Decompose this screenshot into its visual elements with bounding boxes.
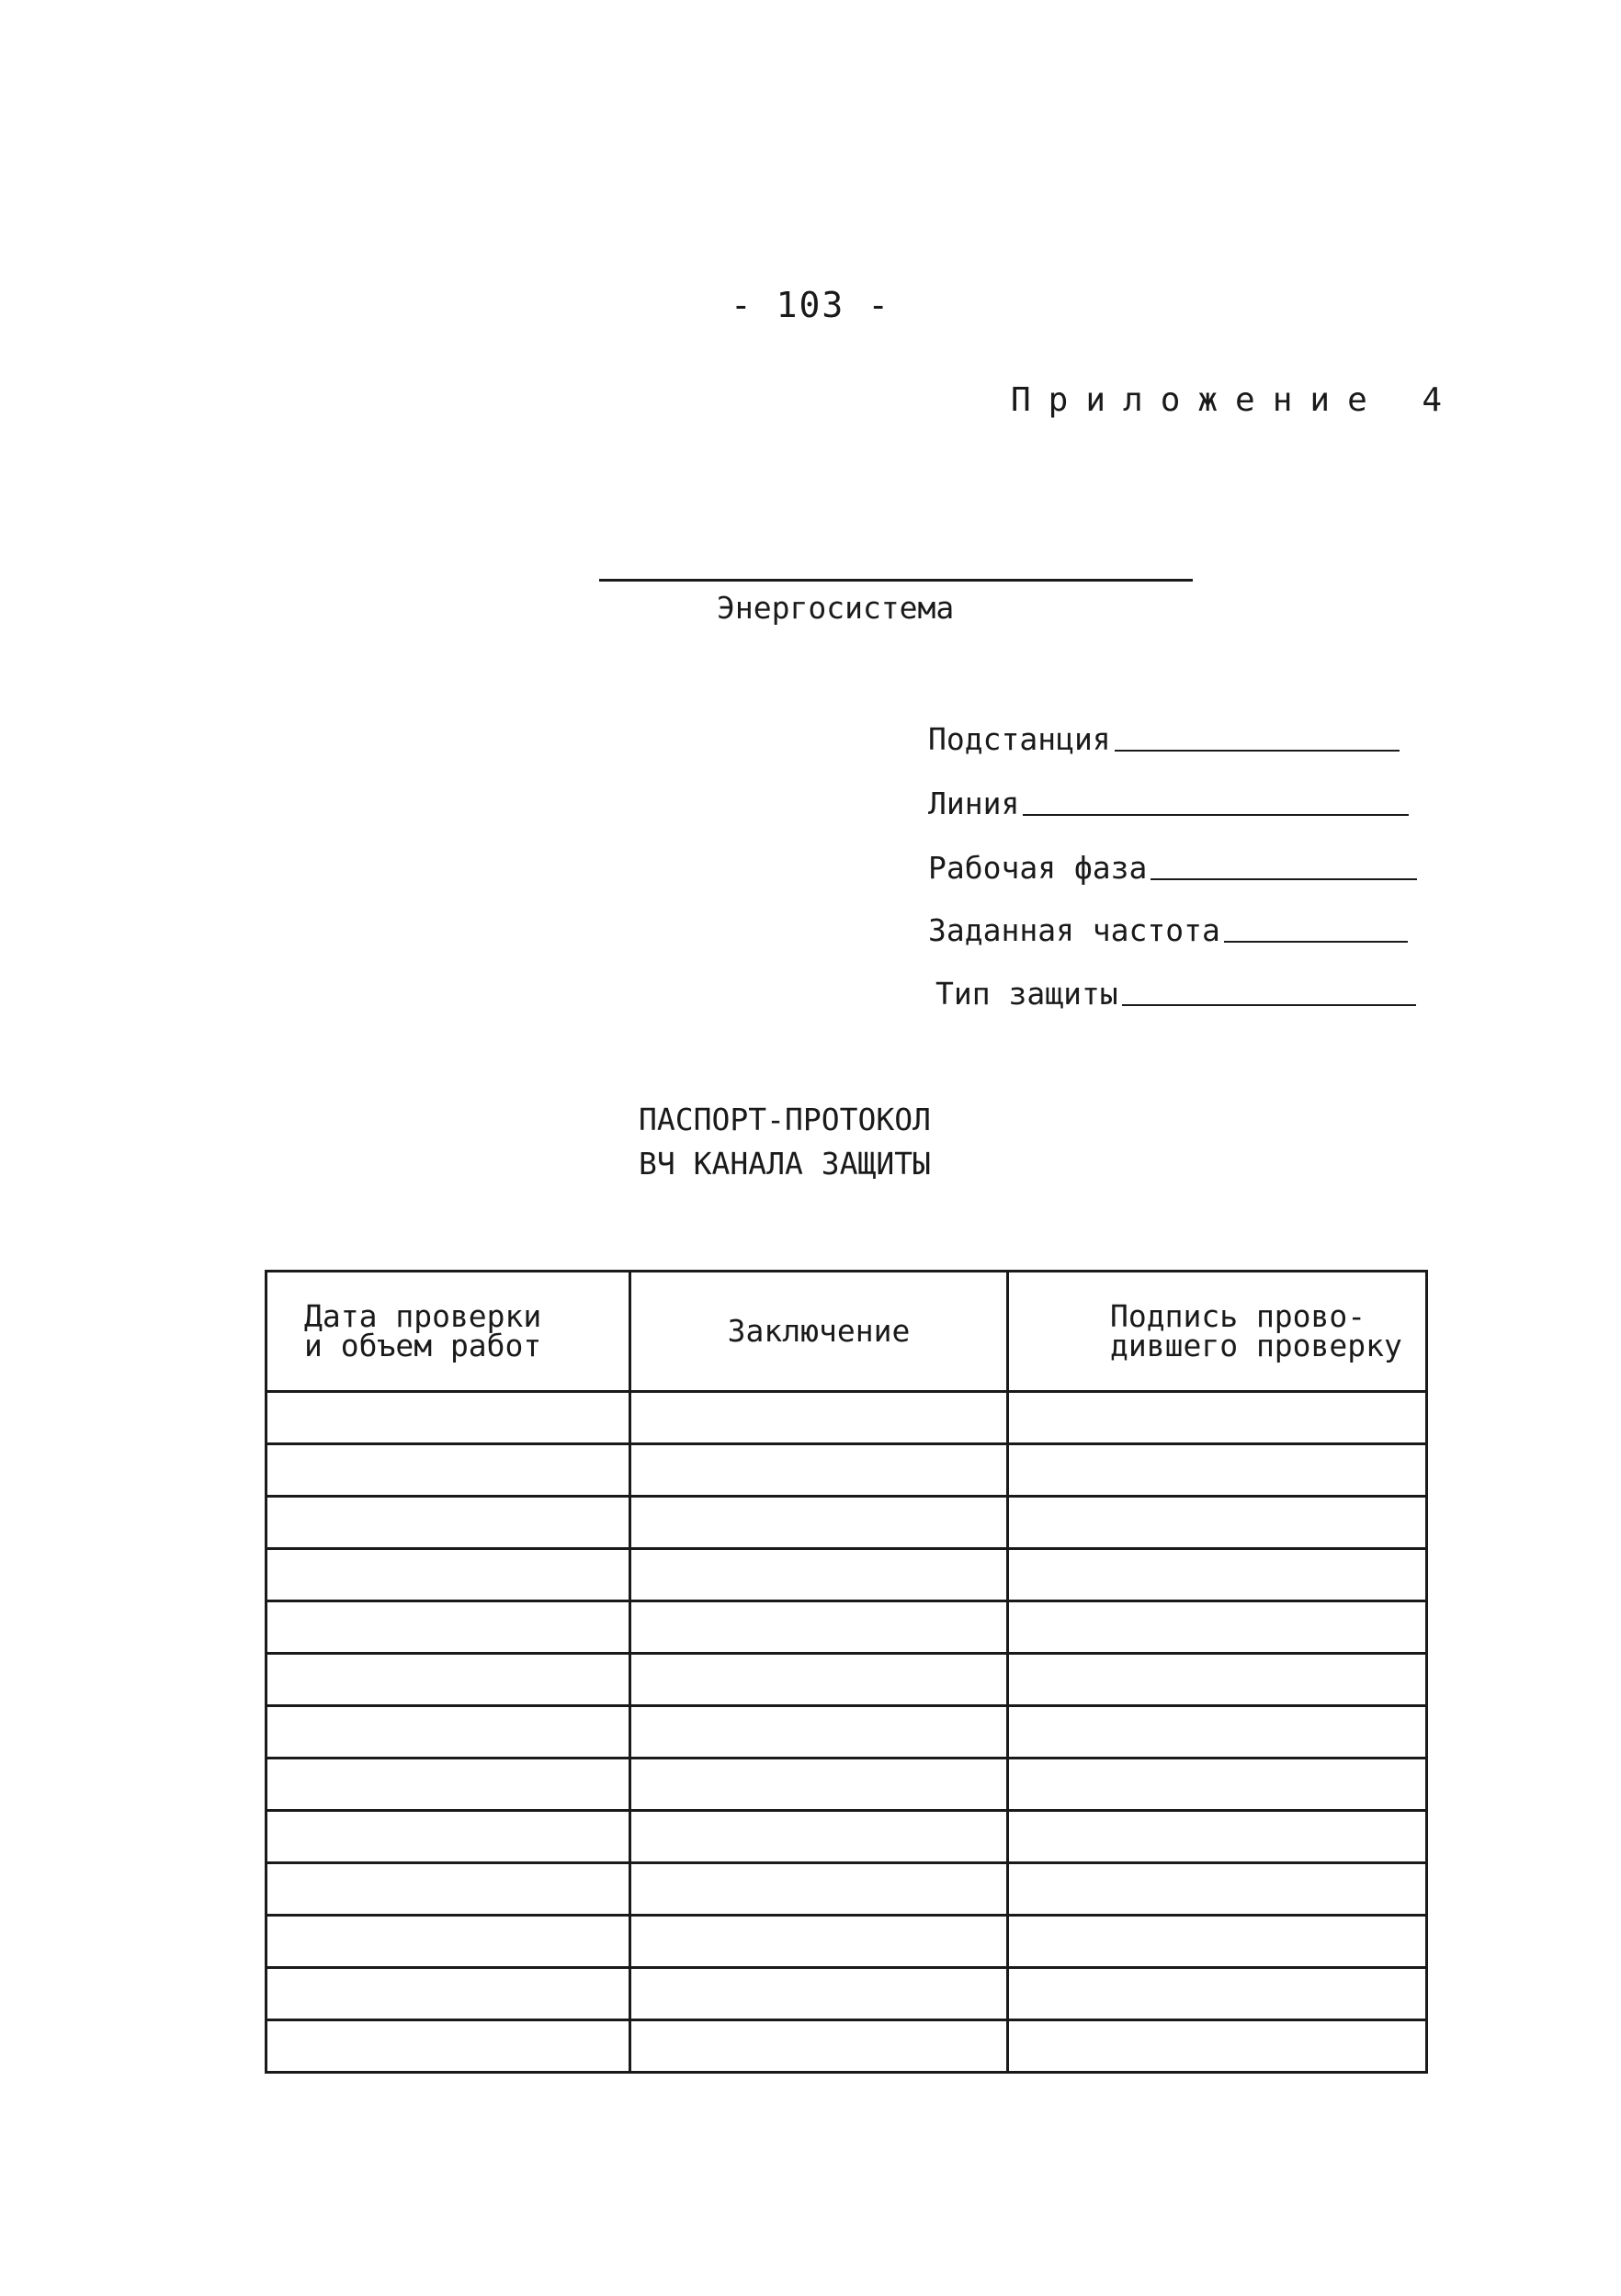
table-row bbox=[266, 2020, 1427, 2073]
column-header-date-line1: Дата проверки bbox=[304, 1298, 542, 1334]
table-header-row bbox=[266, 1272, 1427, 1392]
signature-cell bbox=[1008, 1706, 1427, 1759]
conclusion-cell bbox=[630, 1601, 1008, 1654]
passport-protocol-table bbox=[265, 1270, 1428, 2074]
table-row bbox=[266, 1601, 1427, 1654]
signature-cell bbox=[1008, 1654, 1427, 1706]
conclusion-cell bbox=[630, 2020, 1008, 2073]
table-row bbox=[266, 1549, 1427, 1601]
table-body bbox=[266, 1392, 1427, 2073]
conclusion-cell bbox=[630, 1444, 1008, 1497]
table-row bbox=[266, 1392, 1427, 1444]
page-number: - 103 - bbox=[730, 285, 891, 325]
title-line-2: ВЧ КАНАЛА ЗАЩИТЫ bbox=[639, 1146, 931, 1182]
conclusion-cell bbox=[630, 1549, 1008, 1601]
field-substation bbox=[928, 721, 1400, 757]
date-cell bbox=[266, 1392, 630, 1444]
document-title bbox=[0, 1098, 1621, 1186]
table-row bbox=[266, 1863, 1427, 1916]
table-row bbox=[266, 1759, 1427, 1811]
date-cell bbox=[266, 1444, 630, 1497]
signature-cell bbox=[1008, 1916, 1427, 1968]
date-cell bbox=[266, 1759, 630, 1811]
conclusion-cell bbox=[630, 1392, 1008, 1444]
field-substation-label: Подстанция bbox=[928, 721, 1111, 757]
signature-cell bbox=[1008, 1497, 1427, 1549]
signature-cell bbox=[1008, 1863, 1427, 1916]
signature-cell bbox=[1008, 1601, 1427, 1654]
signature-cell bbox=[1008, 1968, 1427, 2020]
column-header-signature bbox=[1008, 1272, 1427, 1392]
field-phase-label: Рабочая фаза bbox=[928, 850, 1148, 886]
field-line-line bbox=[1023, 814, 1409, 816]
field-protection-type bbox=[935, 976, 1416, 1012]
table-row bbox=[266, 1654, 1427, 1706]
signature-cell bbox=[1008, 1392, 1427, 1444]
signature-cell bbox=[1008, 1549, 1427, 1601]
column-header-date-line2: и объем работ bbox=[304, 1328, 542, 1363]
date-cell bbox=[266, 1549, 630, 1601]
conclusion-cell bbox=[630, 1811, 1008, 1863]
field-frequency-line bbox=[1224, 941, 1408, 943]
conclusion-cell bbox=[630, 1916, 1008, 1968]
conclusion-cell bbox=[630, 1706, 1008, 1759]
table-row bbox=[266, 1916, 1427, 1968]
conclusion-cell bbox=[630, 1497, 1008, 1549]
appendix-label: Приложение 4 bbox=[1011, 381, 1460, 419]
column-header-signature-line2: дившего проверку bbox=[1110, 1328, 1402, 1363]
field-substation-line bbox=[1115, 750, 1400, 752]
signature-cell bbox=[1008, 1759, 1427, 1811]
energy-system-label: Энергосистема bbox=[717, 590, 955, 626]
table-row bbox=[266, 1706, 1427, 1759]
field-protection-type-line bbox=[1122, 1004, 1416, 1006]
conclusion-cell bbox=[630, 1759, 1008, 1811]
date-cell bbox=[266, 1497, 630, 1549]
date-cell bbox=[266, 1601, 630, 1654]
signature-cell bbox=[1008, 1444, 1427, 1497]
signature-cell bbox=[1008, 2020, 1427, 2073]
field-line-label: Линия bbox=[928, 786, 1020, 821]
column-header-conclusion bbox=[630, 1272, 1008, 1392]
date-cell bbox=[266, 1811, 630, 1863]
conclusion-cell bbox=[630, 1654, 1008, 1706]
signature-cell bbox=[1008, 1811, 1427, 1863]
title-line-1: ПАСПОРТ-ПРОТОКОЛ bbox=[639, 1102, 931, 1137]
date-cell bbox=[266, 2020, 630, 2073]
column-header-date bbox=[266, 1272, 630, 1392]
date-cell bbox=[266, 1968, 630, 2020]
date-cell bbox=[266, 1706, 630, 1759]
column-header-signature-line1: Подпись прово- bbox=[1110, 1298, 1366, 1334]
conclusion-cell bbox=[630, 1863, 1008, 1916]
field-line bbox=[928, 786, 1409, 821]
field-protection-type-label: Тип защиты bbox=[935, 976, 1118, 1012]
table-row bbox=[266, 1497, 1427, 1549]
conclusion-cell bbox=[630, 1968, 1008, 2020]
date-cell bbox=[266, 1916, 630, 1968]
date-cell bbox=[266, 1654, 630, 1706]
table-row bbox=[266, 1811, 1427, 1863]
column-header-conclusion-line1: Заключение bbox=[727, 1313, 911, 1349]
energy-system-underline bbox=[599, 579, 1193, 582]
field-phase bbox=[928, 850, 1417, 886]
table-row bbox=[266, 1444, 1427, 1497]
field-frequency-label: Заданная частота bbox=[928, 912, 1220, 948]
field-frequency bbox=[928, 912, 1408, 948]
table-row bbox=[266, 1968, 1427, 2020]
field-phase-line bbox=[1151, 878, 1417, 880]
date-cell bbox=[266, 1863, 630, 1916]
